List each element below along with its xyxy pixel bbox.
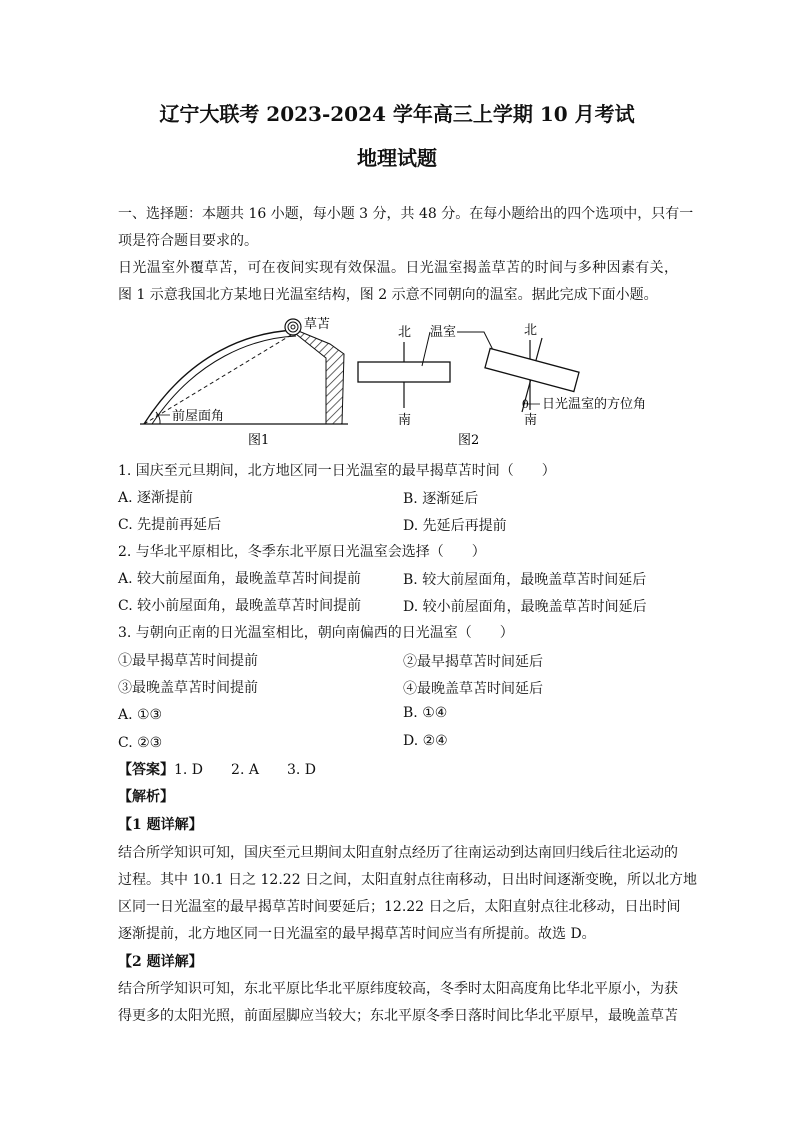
- detail-2-line-1: 结合所学知识可知，东北平原比华北平原纬度较高，冬季时太阳高度角比华北平原小，为获: [118, 981, 678, 997]
- south-label-left: 南: [398, 413, 412, 428]
- answer-row: [118, 760, 678, 780]
- question-3-option-b: B. ①④: [403, 705, 448, 721]
- question-3-option-a: A. ①③: [118, 707, 163, 723]
- section-instruction-line-2: 项是符合题目要求的。: [118, 233, 258, 249]
- south-label-right: 南: [524, 413, 538, 428]
- greenhouse-south-facing: [358, 362, 450, 382]
- detail-1-line-4: 逐渐提前，北方地区同一日光温室的最早揭草苫时间应当有所提前。故选 D。: [118, 926, 596, 942]
- answer-3: 3. D: [286, 762, 317, 778]
- analysis-label: 【解析】: [118, 789, 174, 805]
- question-3-statement-1: ①最早揭草苫时间提前: [118, 653, 258, 669]
- question-2-option-c: C. 较小前屋面角，最晚盖草苫时间提前: [118, 598, 362, 614]
- question-3-stem: 3. 与朝向正南的日光温室相比，朝向南偏西的日光温室（ ）: [118, 625, 514, 641]
- question-1-stem: 1. 国庆至元旦期间，北方地区同一日光温室的最早揭草苫时间（ ）: [118, 463, 556, 479]
- question-1-option-b: B. 逐渐延后: [403, 491, 479, 507]
- answer-1: 1. D: [174, 762, 204, 778]
- intro-line-1: 日光温室外覆草苫，可在夜间实现有效保温。日光温室揭盖草苫的时间与多种因素有关，: [118, 260, 678, 276]
- question-3-option-c: C. ②③: [118, 735, 163, 751]
- answer-2: 2. A: [231, 762, 259, 778]
- detail-1-line-1: 结合所学知识可知，国庆至元旦期间太阳直射点经历了往南运动到达南回归线后往北运动的: [118, 845, 678, 861]
- detail-2-label: 【2 题详解】: [118, 954, 203, 970]
- straw-label: 草苫: [304, 317, 331, 332]
- greenhouse-pointer: [422, 332, 430, 366]
- question-3-statement-2: ②最早揭草苫时间延后: [403, 654, 543, 670]
- question-2-option-a: A. 较大前屋面角，最晚盖草苫时间提前: [118, 571, 362, 587]
- section-instruction-line-1: 一、选择题：本题共 16 小题，每小题 3 分，共 48 分。在每小题给出的四个选项中，只有一: [118, 206, 694, 222]
- question-2-stem: 2. 与华北平原相比，冬季东北平原日光温室会选择（ ）: [118, 544, 486, 560]
- figure-1-label: 图1: [248, 433, 270, 448]
- greenhouse-figure: [130, 312, 670, 452]
- roof-angle-label: 前屋面角: [172, 409, 225, 424]
- question-1-option-a: A. 逐渐提前: [118, 490, 194, 506]
- question-1-option-c: C. 先提前再延后: [118, 517, 222, 533]
- detail-1-line-2: 过程。其中 10.1 日之 12.22 日之间，太阳直射点往南移动，日出时间逐渐变晚，所以北方地: [118, 872, 698, 888]
- straw-roll-icon: [285, 319, 301, 335]
- north-label-left: 北: [398, 325, 412, 340]
- greenhouse-rotated: [485, 348, 579, 391]
- question-3-statement-4: ④最晚盖草苫时间延后: [403, 681, 543, 697]
- back-wall: [296, 330, 344, 424]
- theta-label: θ: [522, 398, 529, 411]
- detail-2-line-2: 得更多的太阳光照，前面屋脚应当较大；东北平原冬季日落时间比华北平原早，最晚盖草苫: [118, 1008, 678, 1024]
- page-title: 辽宁大联考 2023-2024 学年高三上学期 10 月考试: [159, 102, 635, 126]
- north-label-right: 北: [524, 323, 538, 338]
- greenhouse-label: 温室: [430, 325, 457, 340]
- figure-2-label: 图2: [458, 433, 480, 448]
- figure-1: [140, 317, 348, 448]
- detail-1-line-3: 区同一日光温室的最早揭草苫时间要延后；12.22 日之后，太阳直射点往北移动，日出时间: [118, 899, 681, 915]
- detail-1-label: 【1 题详解】: [118, 817, 203, 833]
- figure-2: [358, 323, 646, 448]
- page-subtitle: 地理试题: [357, 146, 437, 170]
- question-3-option-d: D. ②④: [403, 733, 448, 749]
- question-1-option-d: D. 先延后再提前: [403, 518, 507, 534]
- intro-line-2: 图 1 示意我国北方某地日光温室结构，图 2 示意不同朝向的温室。据此完成下面小题。: [118, 287, 658, 303]
- question-2-option-d: D. 较小前屋面角，最晚盖草苫时间延后: [403, 599, 647, 615]
- question-2-option-b: B. 较大前屋面角，最晚盖草苫时间延后: [403, 572, 647, 588]
- azimuth-label: 日光温室的方位角: [542, 397, 647, 412]
- answer-label: 【答案】: [118, 762, 174, 778]
- question-3-statement-3: ③最晚盖草苫时间提前: [118, 680, 258, 696]
